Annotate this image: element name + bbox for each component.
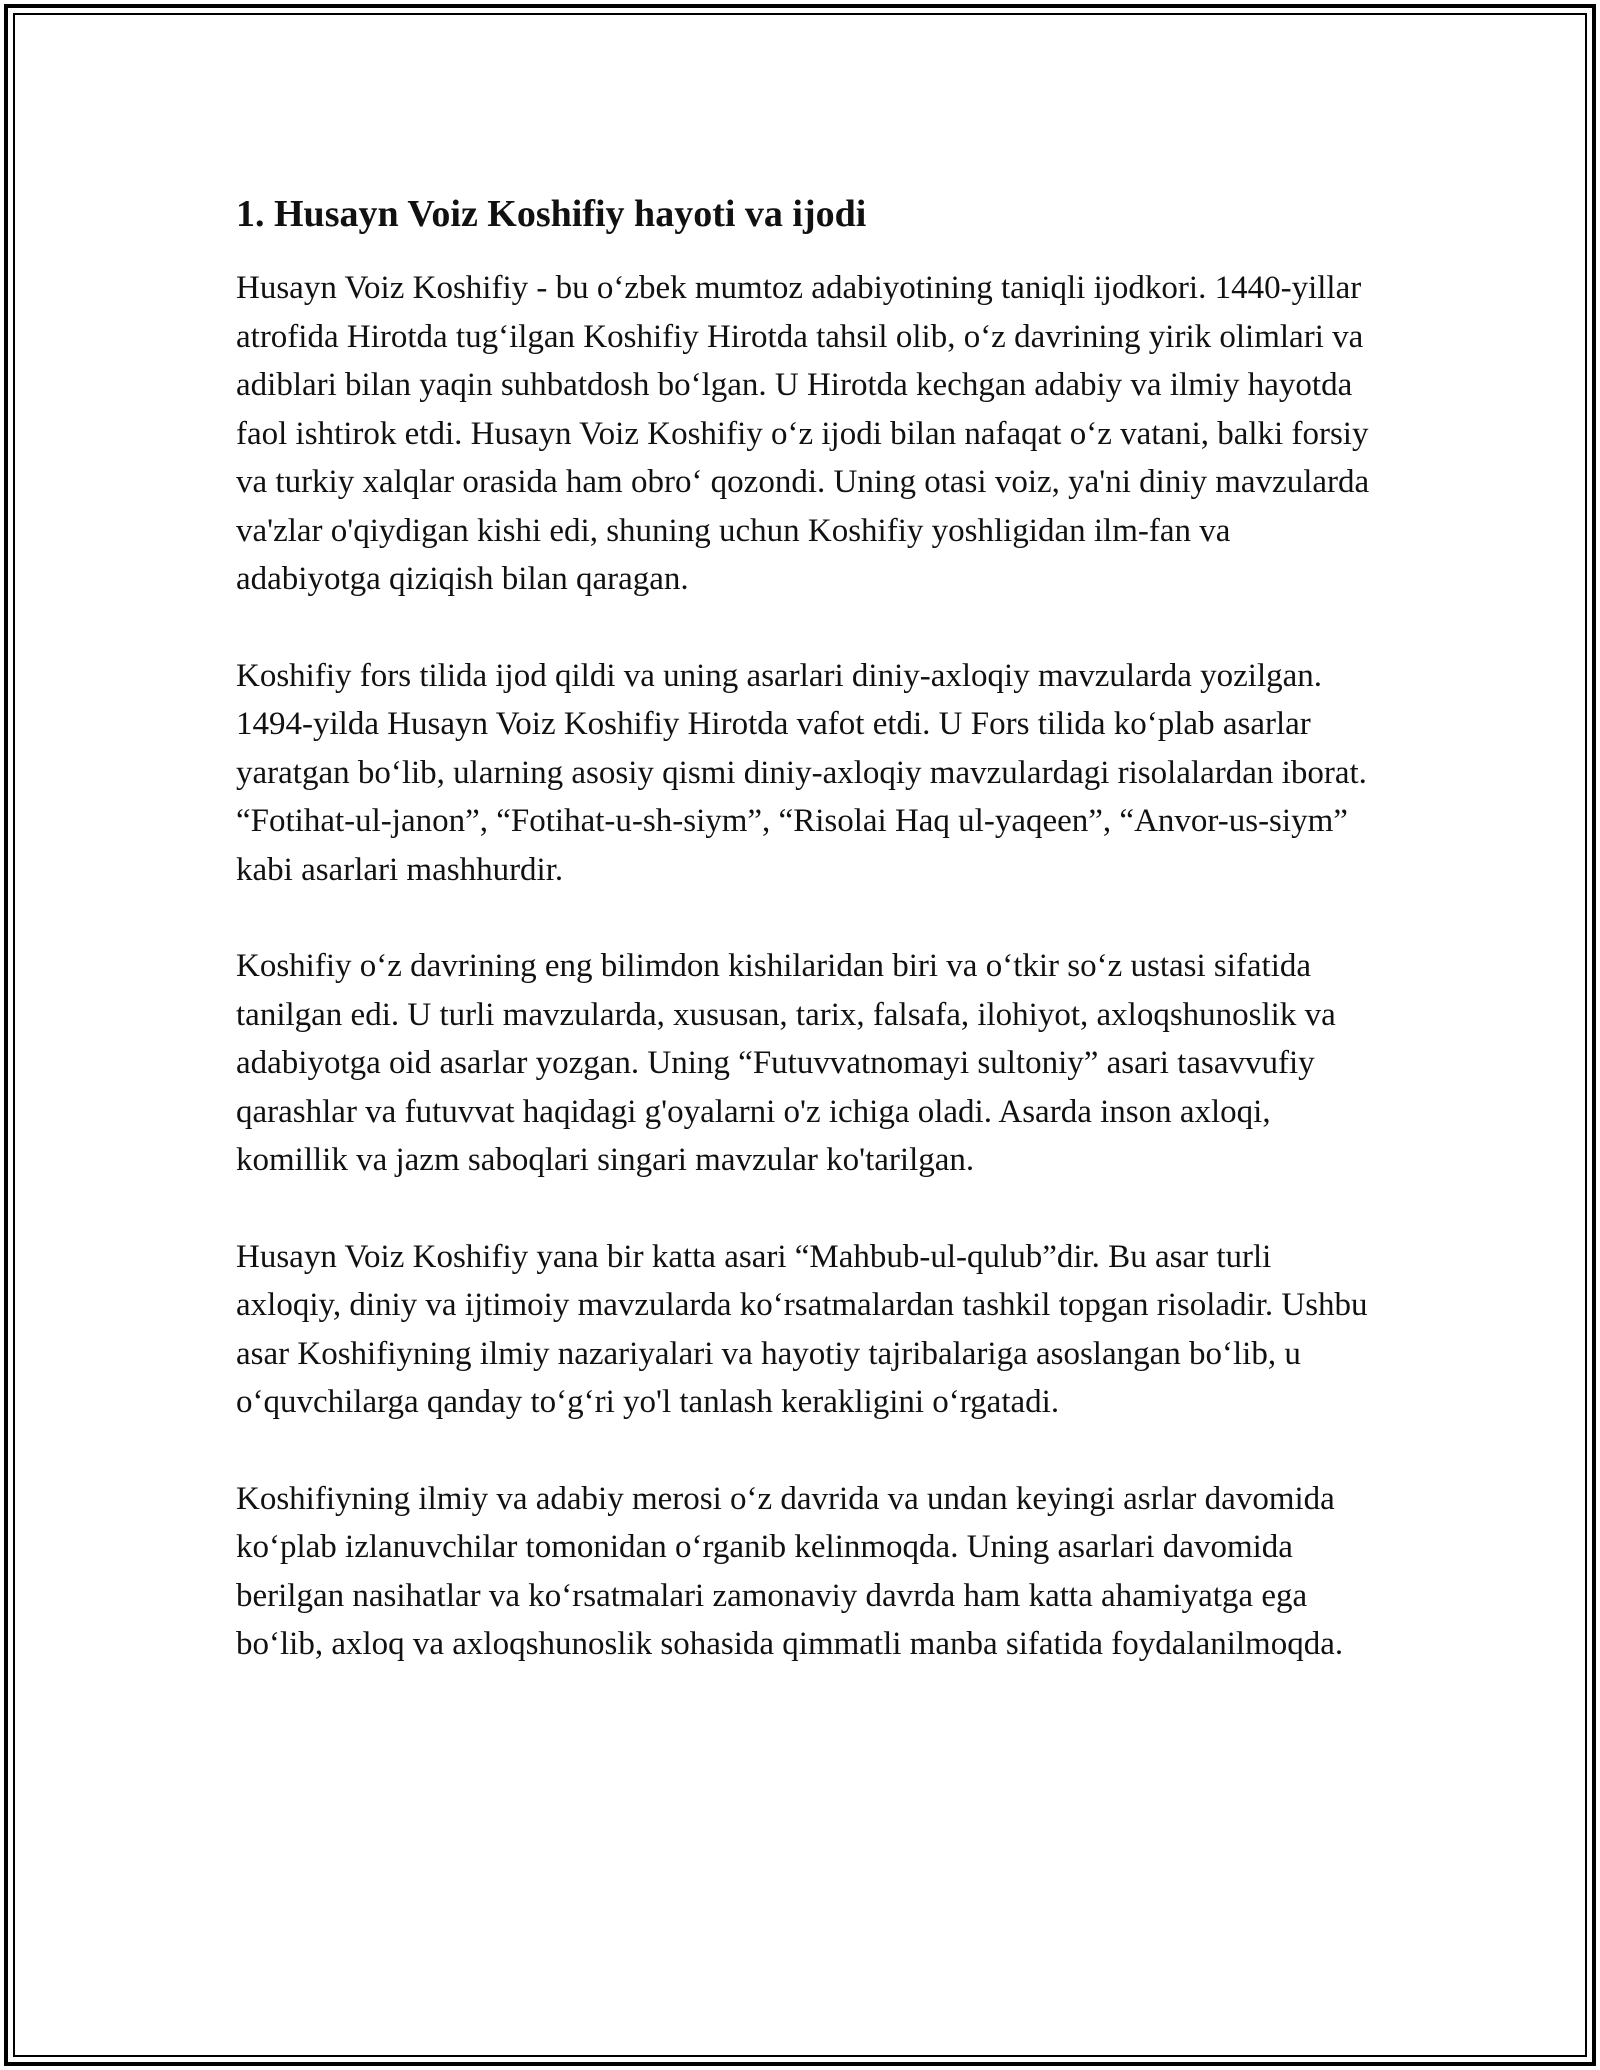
document-title: 1. Husayn Voiz Koshifiy hayoti va ijodi [236,193,867,235]
document-body [236,186,1376,1669]
paragraph-1: Husayn Voiz Koshifiy - bu o‘zbek mumtoz adabiyotining taniqli ijodkori. 1440-yillar atrofida Hirotda tug‘ilgan Koshifiy Hirotda tahsil olib, o‘z davrining yirik olimlari va adiblari bilan yaqin suhbatdosh bo‘lgan. U Hirotda kechgan adabiy va ilmiy hayotda faol ishtirok etdi. Husayn Voiz Koshifiy o‘z ijodi bilan nafaqat o‘z vatani, balki forsiy va turkiy xalqlar orasida ham obro‘ qozondi. Uning otasi voiz, ya'ni diniy mavzularda va'zlar o'qiydigan kishi edi, shuning uchun Koshifiy yoshligidan ilm-fan va adabiyotga qiziqish bilan qaragan. [236,270,1370,597]
paragraph-5: Koshifiyning ilmiy va adabiy merosi o‘z davrida va undan keyingi asrlar davomida ko‘plab izlanuvchilar tomonidan o‘rganib kelinmoqda. Uning asarlari davomida berilgan nasihatlar va ko‘rsatmalari zamonaviy davrda ham katta ahamiyatga ega bo‘lib, axloq va axloqshunoslik sohasida qimmatli manba sifatida foydalanilmoqda. [236,1480,1344,1662]
paragraph-3: Koshifiy o‘z davrining eng bilimdon kishilaridan biri va o‘tkir so‘z ustasi sifatida tanilgan edi. U turli mavzularda, xususan, tarix, falsafa, ilohiyot, axloqshunoslik va adabiyotga oid asarlar yozgan. Uning “Futuvvatnomayi sultoniy” asari tasavvufiy qarashlar va futuvvat haqidagi g'oyalarni o'z ichiga oladi. Asarda inson axloqi, komillik va jazm saboqlari singari mavzular ko'tarilgan. [236,948,1336,1178]
paragraph-4: Husayn Voiz Koshifiy yana bir katta asari “Mahbub-ul-qulub”dir. Bu asar turli axloqiy, diniy va ijtimoiy mavzularda ko‘rsatmalardan tashkil topgan risoladir. Ushbu asar Koshifiyning ilmiy nazariyalari va hayotiy tajribalariga asoslangan bo‘lib, u o‘quvchilarga qanday to‘g‘ri yo'l tanlash kerakligini o‘rgatadi. [236,1238,1368,1420]
paragraph-2: Koshifiy fors tilida ijod qildi va uning asarlari diniy-axloqiy mavzularda yozilgan. 1494-yilda Husayn Voiz Koshifiy Hirotda vafot etdi. U Fors tilida ko‘plab asarlar yaratgan bo‘lib, ularning asosiy qismi diniy-axloqiy mavzulardagi risolalardan iborat. “Fotihat-ul-janon”, “Fotihat-u-sh-siym”, “Risolai Haq ul-yaqeen”, “Anvor-us-siym” kabi asarlari mashhurdir. [236,657,1367,888]
